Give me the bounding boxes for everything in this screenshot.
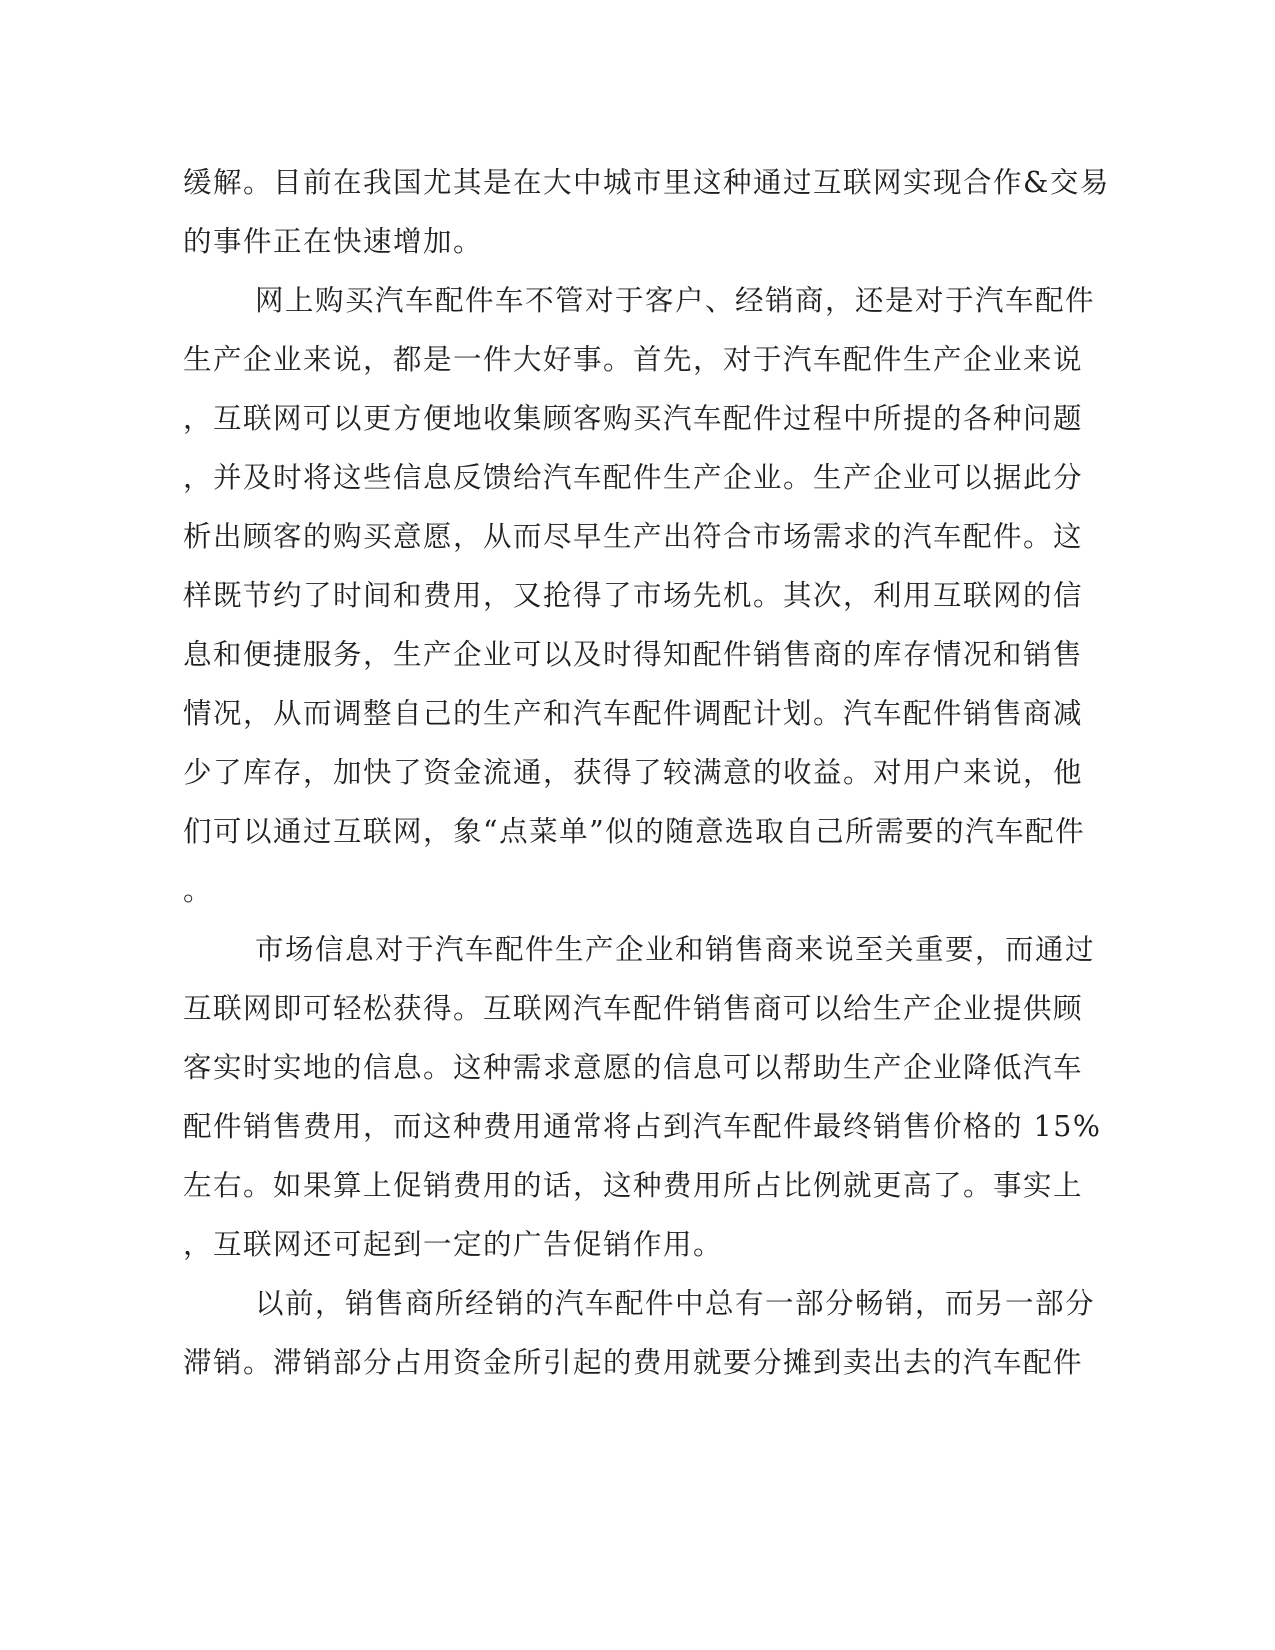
text-line: 互联网即可轻松获得。互联网汽车配件销售商可以给生产企业提供顾 bbox=[183, 992, 1084, 1025]
text-line: 缓解。目前在我国尤其是在大中城市里这种通过互联网实现合作&交易 bbox=[183, 166, 1110, 199]
paragraph-start-line: 网上购买汽车配件车不管对于客户、经销商，还是对于汽车配件 bbox=[255, 284, 1096, 317]
text-line: 滞销。滞销部分占用资金所引起的费用就要分摊到卖出去的汽车配件 bbox=[183, 1346, 1084, 1379]
text-line: 少了库存，加快了资金流通，获得了较满意的收益。对用户来说，他 bbox=[183, 756, 1084, 789]
text-line: ，并及时将这些信息反馈给汽车配件生产企业。生产企业可以据此分 bbox=[183, 461, 1084, 494]
text-line: 。 bbox=[183, 874, 214, 907]
text-line: 息和便捷服务，生产企业可以及时得知配件销售商的库存情况和销售 bbox=[183, 638, 1084, 671]
text-line: ，互联网可以更方便地收集顾客购买汽车配件过程中所提的各种问题 bbox=[183, 402, 1084, 435]
paragraph-start-line: 市场信息对于汽车配件生产企业和销售商来说至关重要，而通过 bbox=[255, 933, 1096, 966]
text-line: 样既节约了时间和费用，又抢得了市场先机。其次，利用互联网的信 bbox=[183, 579, 1084, 612]
text-line: 客实时实地的信息。这种需求意愿的信息可以帮助生产企业降低汽车 bbox=[183, 1051, 1084, 1084]
paragraph-start-line: 以前，销售商所经销的汽车配件中总有一部分畅销，而另一部分 bbox=[255, 1287, 1096, 1320]
body-text bbox=[183, 158, 1110, 1397]
text-line: 的事件正在快速增加。 bbox=[183, 225, 484, 258]
text-line: 析出顾客的购买意愿，从而尽早生产出符合市场需求的汽车配件。这 bbox=[183, 520, 1084, 553]
text-line: 们可以通过互联网，象“点菜单”似的随意选取自己所需要的汽车配件 bbox=[183, 815, 1086, 848]
text-line: 情况，从而调整自己的生产和汽车配件调配计划。汽车配件销售商减 bbox=[183, 697, 1084, 730]
text-line: 左右。如果算上促销费用的话，这种费用所占比例就更高了。事实上 bbox=[183, 1169, 1084, 1202]
text-line: 配件销售费用，而这种费用通常将占到汽车配件最终销售价格的 15% bbox=[183, 1110, 1102, 1143]
text-line: ，互联网还可起到一定的广告促销作用。 bbox=[183, 1228, 724, 1261]
text-line: 生产企业来说，都是一件大好事。首先，对于汽车配件生产企业来说 bbox=[183, 343, 1084, 376]
